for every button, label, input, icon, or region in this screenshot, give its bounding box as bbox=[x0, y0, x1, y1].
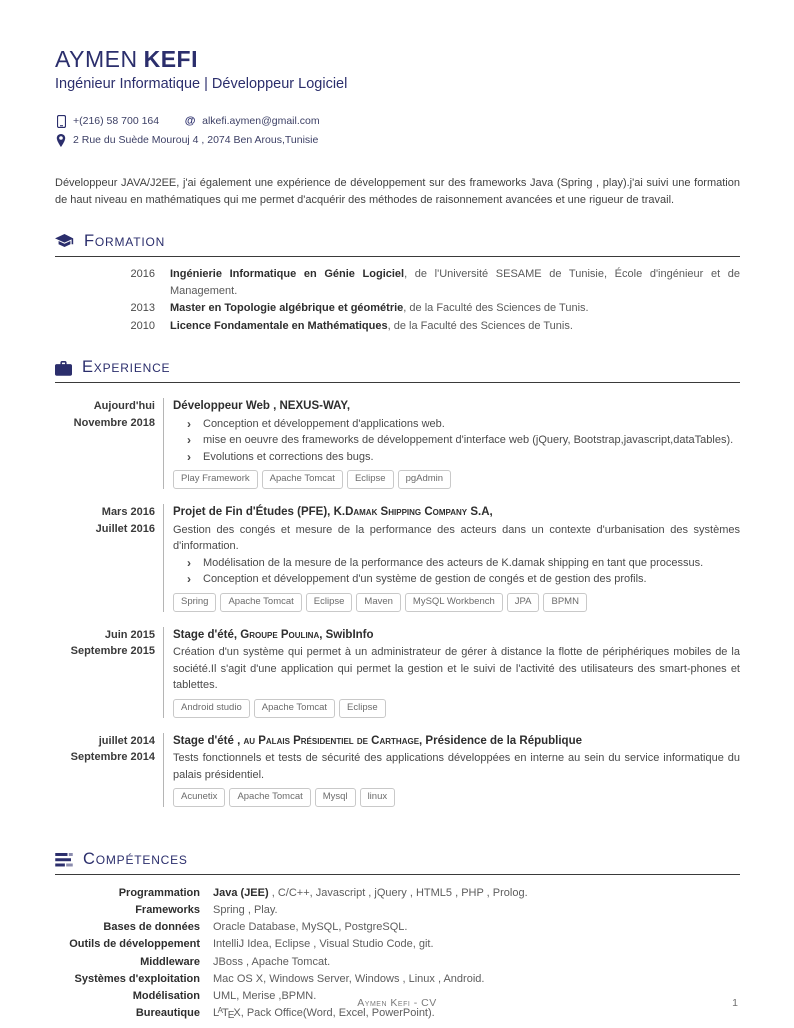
experience-bullets bbox=[173, 555, 740, 588]
skill-value: Mac OS X, Windows Server, Windows , Linux , Android. bbox=[213, 972, 485, 985]
tech-tag: Apache Tomcat bbox=[229, 788, 310, 807]
experience-dates bbox=[55, 504, 163, 612]
date-start: juillet 2014 bbox=[98, 734, 155, 747]
skill-row bbox=[55, 885, 740, 902]
experience-job-title: Développeur Web , NEXUS-WAY, bbox=[173, 400, 351, 413]
skill-row bbox=[55, 971, 740, 988]
tech-tag: Play Framework bbox=[173, 470, 258, 489]
competences-header bbox=[55, 850, 740, 875]
bullet-item: › Conception et développement d'un système de gestion de congés et de gestion des profils. bbox=[187, 571, 740, 588]
first-name: AYMEN bbox=[55, 46, 138, 72]
formation-entry bbox=[55, 300, 740, 317]
briefcase-icon bbox=[55, 360, 72, 376]
job-subtitle: Ingénieur Informatique | Développeur Logiciel bbox=[55, 76, 348, 92]
skill-value: JBoss , Apache Tomcat. bbox=[213, 955, 331, 968]
tech-tag: Eclipse bbox=[347, 470, 394, 489]
skill-value: IntelliJ Idea, Eclipse , Visual Studio Code, git. bbox=[213, 938, 434, 951]
experience-body bbox=[163, 398, 740, 489]
skill-value: UML, Merise ,BPMN. bbox=[213, 989, 317, 1002]
experience-body bbox=[163, 504, 740, 612]
experience-entry bbox=[55, 627, 740, 718]
skills-bars-icon bbox=[55, 853, 73, 867]
skill-label: Frameworks bbox=[135, 904, 200, 917]
tech-tag: pgAdmin bbox=[398, 470, 452, 489]
skill-value: LATEX, Pack Office(Word, Excel, PowerPoint). bbox=[213, 1005, 740, 1024]
tech-tag: Apache Tomcat bbox=[262, 470, 343, 489]
email-link[interactable]: alkefi.aymen@gmail.com bbox=[202, 115, 320, 128]
tech-tag: Mysql bbox=[315, 788, 356, 807]
experience-entry bbox=[55, 398, 740, 489]
date-start: Juin 2015 bbox=[104, 628, 155, 641]
formation-header bbox=[55, 232, 740, 257]
formation-title: Formation bbox=[84, 232, 166, 251]
experience-entry bbox=[55, 504, 740, 612]
skill-label: Outils de développement bbox=[69, 938, 200, 951]
latex-logo: LATEX bbox=[213, 1005, 241, 1022]
mobile-phone-icon bbox=[55, 115, 67, 128]
experience-body bbox=[163, 733, 740, 808]
skill-row bbox=[55, 936, 740, 953]
skill-label: Bases de données bbox=[103, 921, 200, 934]
page-title bbox=[55, 46, 740, 73]
graduation-cap-icon bbox=[55, 234, 74, 249]
experience-job-title: Stage d'été, Groupe Poulina, SwibInfo bbox=[173, 628, 374, 641]
experience-description: Création d'un système qui permet à un administrateur de gérer à distance la flotte de périphériques mobiles de la société.Il s'agit d'une application qui permet la gestion et le suivi de l'activité des utilisateurs des smart-phones et tablettes. bbox=[173, 646, 740, 692]
experience-body bbox=[163, 627, 740, 718]
tech-tag: MySQL Workbench bbox=[405, 593, 503, 612]
contact-block bbox=[55, 113, 740, 148]
experience-tags bbox=[173, 697, 740, 718]
skill-value: Java (JEE) , C/C++, Javascript , jQuery , HTML5 , PHP , Prolog. bbox=[213, 887, 528, 900]
address-item bbox=[55, 132, 318, 148]
phone-item bbox=[55, 113, 159, 129]
tech-tag: Eclipse bbox=[306, 593, 353, 612]
skill-label: Modélisation bbox=[132, 989, 200, 1002]
date-start: Mars 2016 bbox=[101, 506, 155, 519]
bullet-item: › Modélisation de la mesure de la performance des acteurs de K.damak shipping en tant que processus. bbox=[187, 555, 740, 572]
phone-number: +(216) 58 700 164 bbox=[73, 115, 160, 128]
experience-tags bbox=[173, 468, 740, 489]
tech-tag: linux bbox=[360, 788, 396, 807]
date-end: Septembre 2014 bbox=[70, 751, 155, 764]
experience-description: Gestion des congés et mesure de la performance des acteurs dans un contexte d'urbanisation des systèmes d'information. bbox=[173, 523, 740, 553]
tech-tag: Maven bbox=[356, 593, 401, 612]
page-footer bbox=[0, 997, 794, 1013]
tech-tag: BPMN bbox=[543, 593, 586, 612]
experience-dates bbox=[55, 398, 163, 489]
formation-year: 2010 bbox=[130, 319, 155, 332]
tech-tag: Eclipse bbox=[339, 699, 386, 718]
skill-label: Middleware bbox=[140, 955, 200, 968]
skill-value: Spring , Play. bbox=[213, 904, 278, 917]
summary-paragraph: Développeur JAVA/J2EE, j'ai également une expérience de développement sur des frameworks Java (Spring , play).j'ai suivi une formation de haut niveau en mathématiques qui me permet d'acquérir des méthodes de raisonnement avancées et une rigueur de travail. bbox=[55, 177, 740, 206]
experience-job-title: Projet de Fin d'Études (PFE), K.Damak Shipping Company S.A, bbox=[173, 506, 493, 519]
section-experience bbox=[55, 358, 740, 807]
formation-year: 2013 bbox=[130, 302, 155, 315]
formation-list bbox=[55, 266, 740, 334]
tech-tag: Apache Tomcat bbox=[220, 593, 301, 612]
last-name: KEFI bbox=[143, 46, 198, 72]
formation-text: Master en Topologie algébrique et géométrie, de la Faculté des Sciences de Tunis. bbox=[170, 302, 589, 315]
experience-tags bbox=[173, 786, 740, 807]
footer-title: Aymen Kefi - CV bbox=[357, 997, 437, 1009]
bullet-item: › Conception et développement d'applications web. bbox=[187, 416, 740, 433]
bullet-item: › Evolutions et corrections des bugs. bbox=[187, 449, 740, 466]
date-end: Septembre 2015 bbox=[70, 645, 155, 658]
page-number: 1 bbox=[732, 997, 738, 1009]
at-icon: @ bbox=[184, 115, 196, 127]
skill-value: Oracle Database, MySQL, PostgreSQL. bbox=[213, 921, 408, 934]
section-formation bbox=[55, 232, 740, 334]
experience-description: Tests fonctionnels et tests de sécurité des applications développées en interne au sein du service informatique du palais présidentiel. bbox=[173, 752, 740, 781]
experience-tags bbox=[173, 591, 740, 612]
skill-row bbox=[55, 919, 740, 936]
date-end: Aujourd'hui bbox=[93, 400, 155, 413]
skill-row bbox=[55, 902, 740, 919]
tech-tag: Acunetix bbox=[173, 788, 225, 807]
formation-text: Ingénierie Informatique en Génie Logiciel, de l'Université SESAME de Tunisie, École d'ingénieur et de Management. bbox=[170, 268, 741, 297]
experience-dates bbox=[55, 733, 163, 808]
tech-tag: Android studio bbox=[173, 699, 250, 718]
experience-title: Experience bbox=[82, 358, 171, 377]
formation-entry bbox=[55, 266, 740, 299]
experience-job-title: Stage d'été , au Palais Présidentiel de Carthage, Présidence de la République bbox=[173, 734, 582, 747]
map-marker-icon bbox=[55, 134, 67, 147]
experience-entry bbox=[55, 733, 740, 808]
skill-label: Bureautique bbox=[135, 1006, 200, 1019]
date-start: Novembre 2018 bbox=[73, 416, 155, 429]
date-end: Juillet 2016 bbox=[95, 522, 155, 535]
tech-tag: Spring bbox=[173, 593, 216, 612]
tech-tag: JPA bbox=[507, 593, 540, 612]
formation-year: 2016 bbox=[130, 268, 155, 281]
experience-bullets bbox=[173, 416, 740, 466]
address-text: 2 Rue du Suède Mourouj 4 , 2074 Ben Arous,Tunisie bbox=[73, 134, 319, 147]
competences-title: Compétences bbox=[83, 850, 188, 869]
skill-row bbox=[55, 954, 740, 971]
email-item bbox=[184, 113, 319, 130]
tech-tag: Apache Tomcat bbox=[254, 699, 335, 718]
experience-dates bbox=[55, 627, 163, 718]
skill-label: Programmation bbox=[118, 887, 200, 900]
formation-text: Licence Fondamentale en Mathématiques, de la Faculté des Sciences de Tunis. bbox=[170, 319, 573, 332]
skill-label: Systèmes d'exploitation bbox=[74, 972, 200, 985]
formation-entry bbox=[55, 318, 740, 335]
bullet-item: › mise en oeuvre des frameworks de développement d'interface web (jQuery, Bootstrap,javascript,dataTables). bbox=[187, 432, 740, 449]
header bbox=[55, 46, 740, 148]
experience-header bbox=[55, 358, 740, 383]
